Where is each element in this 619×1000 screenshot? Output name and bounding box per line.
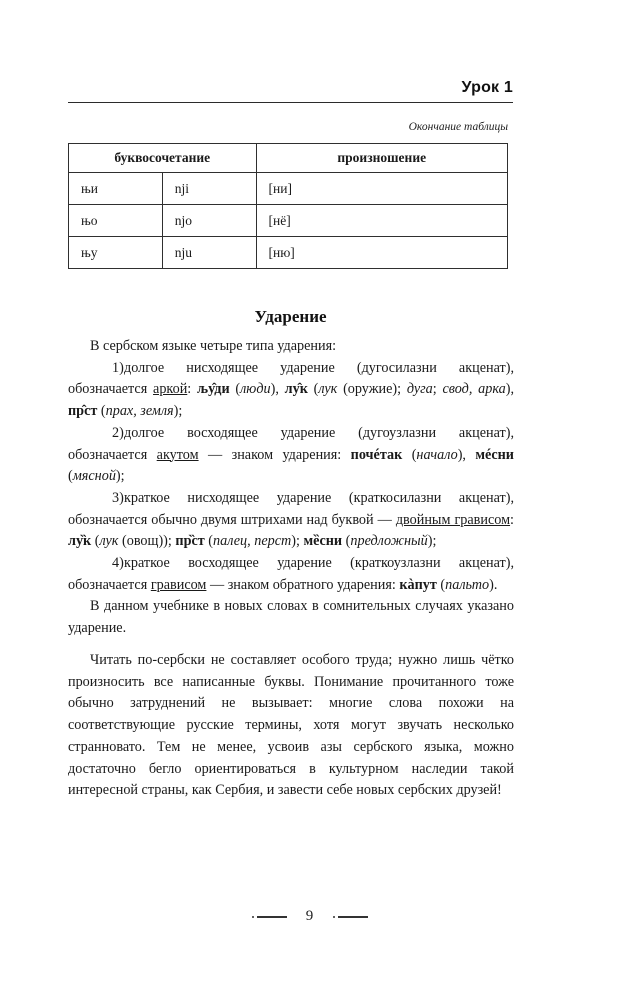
table-caption: Окончание таблицы [408,121,508,133]
cell-latin: nju [162,237,256,269]
item-number: 3) [112,489,124,506]
item-gloss: лук [99,533,119,550]
accent-item-2: 2)долгое восходящее ударение (дугоузлазни акценат), обозначается акутом — знаком ударения: почéтак (начало), мéсни (мясной); [68,424,514,485]
item-gloss: свод, арка [442,381,506,398]
item-example-word: кàпут [399,576,437,593]
cell-latin: njo [162,205,256,237]
item-example-word: почéтак [350,446,403,463]
item-after-text: — знаком ударения: [198,446,351,463]
table-header-letters: буквосочетание [69,144,257,173]
table-row [69,205,508,237]
item-gloss: люди [240,381,271,398]
section-heading: Ударение [254,307,327,326]
item-gloss: дуга [406,381,433,398]
item-gloss: лук [318,381,338,398]
usage-note-paragraph: В данном учебнике в новых словах в сомнительных случаях указано ударение. [68,598,514,637]
item-underlined-term: акутом [156,446,199,463]
item-example-word: лу̏к [68,533,92,550]
cell-pronunciation: [нё] [256,205,508,237]
table-header-pronunciation: произношение [256,144,508,173]
cell-cyrillic: њо [69,205,163,237]
footer-ornament-right-icon [333,916,368,918]
cell-pronunciation: [ню] [256,237,508,269]
table-row [69,173,508,205]
item-gloss: прах, земля [105,403,174,420]
page-number: 9 [305,908,314,924]
item-underlined-term: грависом [150,576,207,593]
item-underlined-term: двойным грависом [395,511,511,528]
footer-ornament-left-icon [252,916,287,918]
table-body [69,173,508,269]
table-row [69,237,508,269]
running-head [68,78,513,103]
item-underlined-term: аркой [153,381,188,398]
cell-cyrillic: њу [69,237,163,269]
item-lead-text: долгое восходящее ударение (дугоузлазни акценат), обозначается [68,424,514,463]
item-number: 4) [112,555,124,572]
item-after-text: : [187,381,197,398]
item-number: 1) [112,359,124,376]
item-example-word: љу̂ди [197,381,230,398]
cell-cyrillic: њи [69,173,163,205]
pronunciation-table [68,143,508,269]
accent-item-1: 1)долгое нисходящее ударение (дугосилазни акценат), обозначается аркой: љу̂ди (люди), лу̂к (лук (оружие); дуга; свод, арка), пр̂ст (прах, земля); [68,359,514,420]
running-head-title: Урок 1 [461,79,513,96]
item-gloss: палец, перст [213,533,292,550]
table-header-row [69,144,508,173]
closing-block [68,650,514,802]
item-example-word: мȅсни [303,533,343,550]
item-example-word: лу̂к [284,381,308,398]
item-lead-text: долгое нисходящее ударение (дугосилазни акценат), обозначается [68,359,514,398]
item-after-text: — знаком обратного ударения: [206,576,400,593]
table-head [69,144,508,173]
item-example-word: пр̂ст [68,403,98,420]
accent-explanation-block [68,336,514,640]
accent-item-4: 4)краткое восходящее ударение (краткоузлазни акценат), обозначается грависом — знаком обратного ударения: кàпут (пальто). [68,555,514,593]
accent-item-3: 3)краткое нисходящее ударение (краткосилазни акценат), обозначается обычно двумя штрихами над буквой — двойным грависом: лу̏к (лук (овощ)); пр̏ст (палец, перст); мȅсни (предложный); [68,489,514,550]
item-gloss: пальто [445,576,490,593]
item-gloss: мясной [72,468,116,485]
item-gloss: начало [416,446,458,463]
running-head-rule [68,102,513,103]
item-example-word: мéсни [475,446,514,463]
closing-paragraph: Читать по-сербски не составляет особого труда; нужно лишь чётко произносить все написанные буквы. Понимание прочитанного тоже обычно затруднений не вызывает: многие слова похожи на соответствующие русские термины, хотя могут звучать несколько странновато. Тем не менее, усвоив азы сербского языка, можно достаточно бегло ориентироваться в культурном наследии такой интересной страны, как Сербия, и завести себе новых сербских друзей! [68,652,514,799]
page-footer [0,908,619,925]
cell-pronunciation: [ни] [256,173,508,205]
item-lead-text: краткое восходящее ударение (краткоузлазни акценат), обозначается [68,555,514,593]
intro-paragraph: В сербском языке четыре типа ударения: [90,338,337,354]
item-example-word: пр̏ст [175,533,205,550]
cell-latin: nji [162,173,256,205]
item-gloss: предложный [350,533,428,550]
item-number: 2) [112,424,124,441]
